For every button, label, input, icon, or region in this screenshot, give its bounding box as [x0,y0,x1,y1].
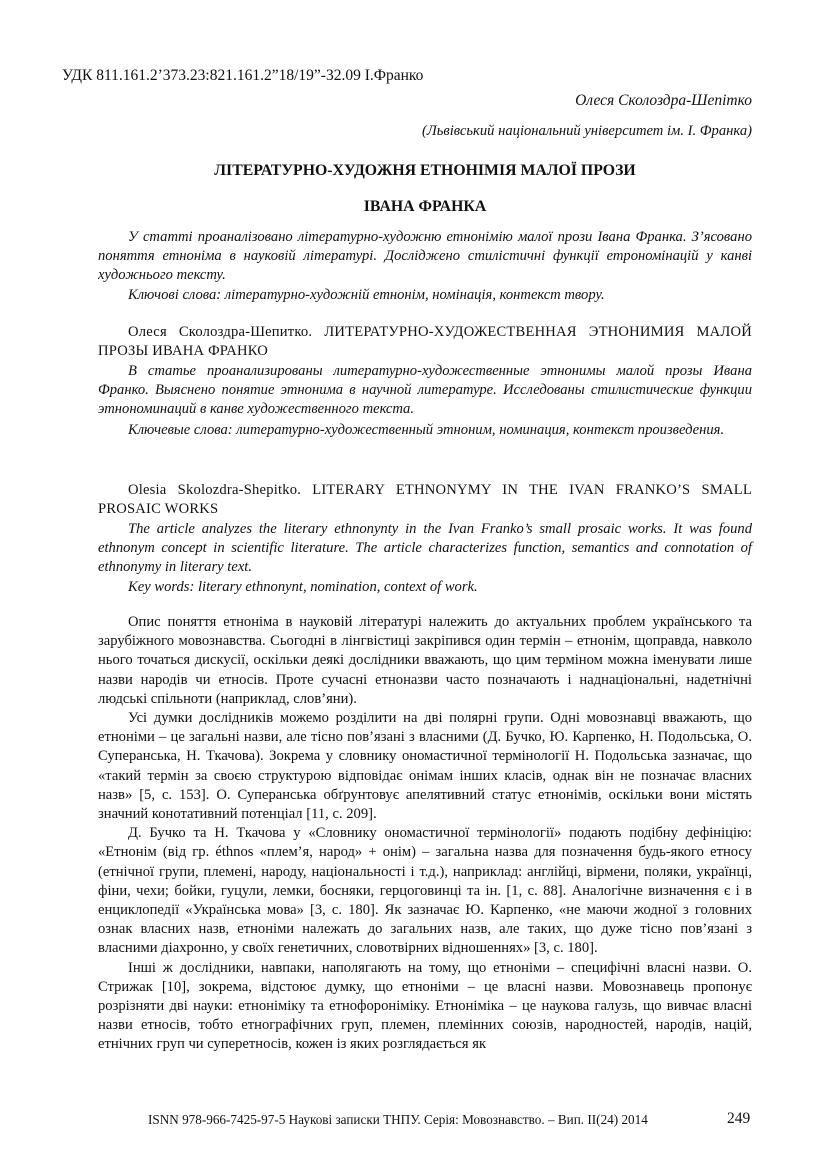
abstract-en-text: The article analyzes the literary ethnonynty in the Ivan Franko’s small prosaic works. It was found ethnonym concept in scientific literature. The article characterizes function, semantics and connotation of ethnonymy in literary text. [98,521,752,576]
keywords-en-block [98,578,752,597]
keywords-ua: Ключові слова: літературно-художній етнонім, номінація, контекст твору. [128,287,605,303]
udk-code: УДК 811.161.2’373.23:821.161.2”18/19”-32.09 І.Франко [62,67,424,84]
abstract-en-heading-block [98,481,752,519]
author-name: Олеся Сколоздра-Шепітко [575,92,752,109]
keywords-ru-block [98,421,752,440]
page-number: 249 [727,1110,751,1127]
keywords-ru: Ключевые слова: литературно-художественный этноним, номинация, контекст произведения. [128,422,725,438]
abstract-en-heading: Olesia Skolozdra-Shepitko. LITERARY ETHNONYMY IN THE IVAN FRANKO’S SMALL PROSAIC WORKS [98,482,752,518]
abstract-ua [98,228,752,286]
abstract-ru-heading-block [98,323,752,361]
journal-footer: ISNN 978-966-7425-97-5 Наукові записки ТНПУ. Серія: Мовознавство. – Вип. ІІ(24) 2014 [148,1112,648,1127]
body-paragraph-3: Д. Бучко та Н. Ткачова у «Словнику ономастичної термінології» подають подібну дефініцію: «Етнонім (від гр. éthnos «плем’я, народ» + онім) – загальна назва для позначення будь-якого етносу (етнічної групи, племені, народу, національності і т.д.), наприклад: англійці, вірмени, поляки, українці, фіни, чехи; бойки, гуцули, лемки, босняки, герцоговинці та ін. [1, с. 88]. Аналогічне визначення є і в енциклопедії «Українська мова» [3, с. 180]. Як зазначає Ю. Карпенко, «не маючи жодної з головних ознак власних назв, етноніми належать до загальних назв, але таких, що дуже тісно пов’язані з власними діахронно, у своїх генетичних, словотвірних відношеннях» [3, с. 180]. [98,825,752,957]
body-paragraph-1: Опис поняття етноніма в науковій літературі належить до актуальних проблем українського та зарубіжного мовознавства. Сьогодні в лінгвістиці закріпився один термін – етнонім, щоправда, навколо нього точаться дискусії, оскільки деякі дослідники вважають, що цим терміном можна іменувати лише назви народів чи етносів. Проте сучасні етноназви часто позначають і наднаціональні, надетнічні людські спільноти (наприклад, слов’яни). [98,614,752,707]
keywords-ua-block [98,286,752,305]
abstract-ru-heading: Олеся Сколоздра-Шепитко. ЛИТЕРАТУРНО-ХУДОЖЕСТВЕННАЯ ЭТНОНИМИЯ МАЛОЙ ПРОЗЫ ИВАНА ФРАНКО [98,324,752,360]
article-body [98,613,752,1055]
abstract-en [98,520,752,578]
abstract-ru-text: В статье проанализированы литературно-художественные этнонимы малой прозы Ивана Франко. Выяснено понятие этнонима в научной литературе. Исследованы стилистические функции этнономинаций в канве художественного текста. [98,363,752,418]
body-paragraph-4: Інші ж дослідники, навпаки, наполягають на тому, що етноніми – специфічні власні назви. О. Стрижак [10], зокрема, відстоює думку, що етноніми – це власні назви. Мовознавець пропонує розрізняти дві науки: етноніміку та етнофороніміку. Етноніміка – це наукова галузь, що вивчає власні назви етносів, тобто етнографічних груп, племен, племінних союзів, народностей, народів, націй, етнічних груп чи суперетносів, кожен із яких розглядається як [98,959,752,1053]
author-affiliation: (Львівський національний університет ім. І. Франка) [422,123,752,139]
abstract-ru [98,362,752,420]
abstract-ua-text: У статті проаналізовано літературно-художню етнонімію малої прози Івана Франка. З’ясовано поняття етноніма в науковій літературі. Досліджено стилістичні функції етрономінацій у канві художнього тексту. [98,229,752,284]
article-title-line2: ІВАНА ФРАНКА [363,198,487,215]
body-paragraph-2: Усі думки дослідників можемо розділити на дві полярні групи. Одні мовознавці вважають, що етноніми – це загальні назви, але тісно пов’язані з власними (Д. Бучко, Ю. Карпенко, Н. Подольська, О. Суперанська, Н. Ткачова). Зокрема у словнику ономастичної термінології Н. Подольська зазначає, що «такий термін за своєю структурою відповідає онімам інших класів, однак він не позначає власних назв» [5, с. 153]. О. Суперанська обґрунтовує апелятивний статус етнонімів, оскільки вони містять значний конотативний потенціал [11, с. 209]. [98,710,752,823]
keywords-en: Key words: literary ethnonynt, nomination, context of work. [128,579,478,595]
article-title-line1: ЛІТЕРАТУРНО-ХУДОЖНЯ ЕТНОНІМІЯ МАЛОЇ ПРОЗИ [214,162,636,179]
